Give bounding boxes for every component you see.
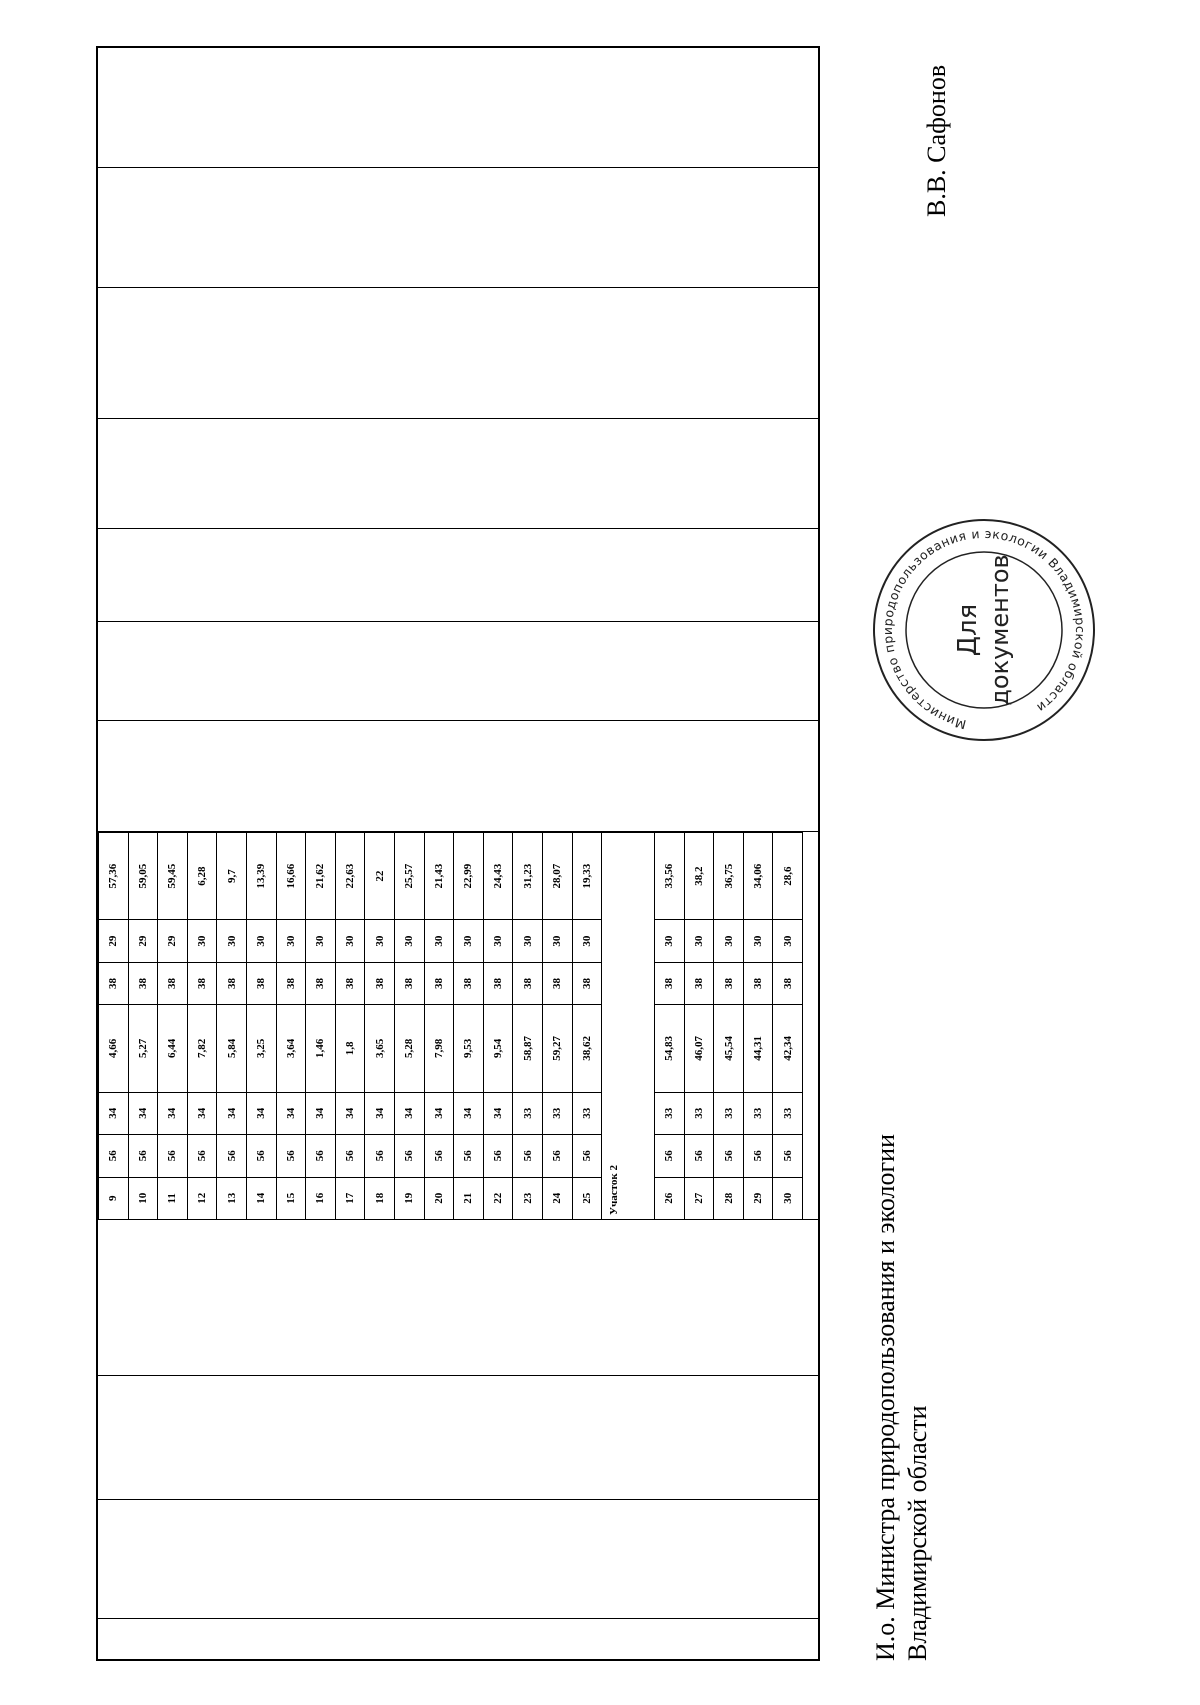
table-row xyxy=(394,833,424,1220)
table-cell: 33 xyxy=(513,1092,543,1134)
table-cell: 38,62 xyxy=(572,1005,602,1092)
column-divider xyxy=(98,167,818,168)
table-row xyxy=(773,833,803,1220)
table-cell: 38 xyxy=(773,962,803,1004)
table-cell: 34 xyxy=(335,1092,365,1134)
stamp-inner-ring xyxy=(906,552,1062,708)
table-cell: 34 xyxy=(128,1092,158,1134)
signatory-title xyxy=(870,1134,934,1661)
table-cell: 34 xyxy=(99,1092,129,1134)
table-row xyxy=(714,833,744,1220)
table-cell: 30 xyxy=(684,920,714,962)
table-cell: 38 xyxy=(276,962,306,1004)
column-divider xyxy=(98,621,818,622)
table-cell: 28 xyxy=(714,1177,744,1219)
table-cell: 30 xyxy=(394,920,424,962)
table-cell: 56 xyxy=(773,1135,803,1177)
table-cell: 56 xyxy=(655,1135,685,1177)
column-divider xyxy=(98,418,818,419)
table-row xyxy=(513,833,543,1220)
table-cell: 56 xyxy=(394,1135,424,1177)
table-cell: 30 xyxy=(773,920,803,962)
table-cell: 29 xyxy=(99,920,129,962)
table-row xyxy=(335,833,365,1220)
table-cell: 34 xyxy=(454,1092,484,1134)
table-cell: 30 xyxy=(217,920,247,962)
table-cell: 34 xyxy=(276,1092,306,1134)
table-cell: 38 xyxy=(394,962,424,1004)
table-cell: 31,23 xyxy=(513,833,543,920)
table-cell: 34 xyxy=(217,1092,247,1134)
table-cell: 38 xyxy=(684,962,714,1004)
table-cell: 4,66 xyxy=(99,1005,129,1092)
table-row xyxy=(572,833,602,1220)
table-cell: 6,44 xyxy=(158,1005,188,1092)
table-row xyxy=(655,833,685,1220)
table-cell: 22 xyxy=(365,833,395,920)
table-cell: 33 xyxy=(773,1092,803,1134)
table-cell: 9 xyxy=(99,1177,129,1219)
table-cell: 38 xyxy=(542,962,572,1004)
table-row xyxy=(246,833,276,1220)
table-cell: 56 xyxy=(128,1135,158,1177)
column-divider xyxy=(98,720,818,721)
table-cell: 1,8 xyxy=(335,1005,365,1092)
table-row xyxy=(743,833,773,1220)
table-cell: 33,56 xyxy=(655,833,685,920)
table-row xyxy=(99,833,129,1220)
table-cell: 5,28 xyxy=(394,1005,424,1092)
table-cell: 56 xyxy=(306,1135,336,1177)
table-cell: 34,06 xyxy=(743,833,773,920)
table-cell: 13 xyxy=(217,1177,247,1219)
table-cell: 38 xyxy=(217,962,247,1004)
table-cell: 5,27 xyxy=(128,1005,158,1092)
table-cell: 22,63 xyxy=(335,833,365,920)
table-cell: 38 xyxy=(99,962,129,1004)
table-cell: 38 xyxy=(365,962,395,1004)
table-cell: 38 xyxy=(128,962,158,1004)
table-cell: 1,46 xyxy=(306,1005,336,1092)
table-cell: 56 xyxy=(454,1135,484,1177)
table-frame xyxy=(96,46,820,1661)
table-cell: 30 xyxy=(246,920,276,962)
table-cell: 38 xyxy=(572,962,602,1004)
table-cell: 38 xyxy=(513,962,543,1004)
table-cell: 15 xyxy=(276,1177,306,1219)
table-cell: 34 xyxy=(424,1092,454,1134)
table-cell: 38 xyxy=(743,962,773,1004)
signatory-title-line-2: Владимирской области xyxy=(903,1405,932,1661)
table-cell: 6,28 xyxy=(187,833,217,920)
table-row xyxy=(276,833,306,1220)
table-cell: 11 xyxy=(158,1177,188,1219)
table-cell: 30 xyxy=(335,920,365,962)
stamp-outer-ring xyxy=(874,520,1094,740)
section-row xyxy=(602,833,655,1220)
table-cell: 22,99 xyxy=(454,833,484,920)
table-cell: 38 xyxy=(335,962,365,1004)
column-divider xyxy=(98,1618,818,1619)
table-cell: 56 xyxy=(743,1135,773,1177)
table-cell: 45,54 xyxy=(714,1005,744,1092)
table-cell: 56 xyxy=(365,1135,395,1177)
table-cell: 56 xyxy=(513,1135,543,1177)
table-cell: 19,33 xyxy=(572,833,602,920)
table-cell: 19 xyxy=(394,1177,424,1219)
table-cell: 16,66 xyxy=(276,833,306,920)
table-cell: 56 xyxy=(684,1135,714,1177)
table-cell: 25,57 xyxy=(394,833,424,920)
table-cell: 34 xyxy=(394,1092,424,1134)
table-cell: 26 xyxy=(655,1177,685,1219)
table-cell: 56 xyxy=(99,1135,129,1177)
table-row xyxy=(217,833,247,1220)
table-cell: 33 xyxy=(655,1092,685,1134)
stamp-center-line-2: документов xyxy=(986,554,1014,706)
table-cell: 33 xyxy=(684,1092,714,1134)
table-cell: 29 xyxy=(158,920,188,962)
table-cell: 24 xyxy=(542,1177,572,1219)
table-cell: 3,64 xyxy=(276,1005,306,1092)
table-cell: 30 xyxy=(187,920,217,962)
table-cell: 56 xyxy=(483,1135,513,1177)
table-cell: 21,43 xyxy=(424,833,454,920)
stamp-center-line-1: Для xyxy=(953,603,983,657)
official-stamp xyxy=(870,516,1098,744)
table-row xyxy=(187,833,217,1220)
column-divider xyxy=(98,287,818,288)
table-cell: 28,07 xyxy=(542,833,572,920)
table-row xyxy=(454,833,484,1220)
table-cell: 56 xyxy=(158,1135,188,1177)
table-cell: 29 xyxy=(128,920,158,962)
signatory-title-line-1: И.о. Министра природопользования и экологии xyxy=(871,1134,900,1661)
table-cell: 56 xyxy=(246,1135,276,1177)
table-cell: 30 xyxy=(773,1177,803,1219)
table-cell: 33 xyxy=(714,1092,744,1134)
table-row xyxy=(684,833,714,1220)
table-row xyxy=(128,833,158,1220)
table-cell: 38 xyxy=(714,962,744,1004)
table-cell: 46,07 xyxy=(684,1005,714,1092)
table-cell: 30 xyxy=(306,920,336,962)
table-cell: 30 xyxy=(513,920,543,962)
table-cell: 22 xyxy=(483,1177,513,1219)
table-cell: 27 xyxy=(684,1177,714,1219)
table-cell: 9,7 xyxy=(217,833,247,920)
table-row xyxy=(424,833,454,1220)
table-row xyxy=(306,833,336,1220)
table-cell: 59,27 xyxy=(542,1005,572,1092)
column-divider xyxy=(98,528,818,529)
table-cell: 30 xyxy=(743,920,773,962)
table-cell: 34 xyxy=(187,1092,217,1134)
table-cell: 28,6 xyxy=(773,833,803,920)
stamp-ring-text: Министерство природопользования и экологии Владимирской области xyxy=(879,525,1089,733)
table-cell: 59,05 xyxy=(128,833,158,920)
table-cell: 38 xyxy=(655,962,685,1004)
table-cell: 34 xyxy=(365,1092,395,1134)
table-cell: 30 xyxy=(454,920,484,962)
table-cell: 10 xyxy=(128,1177,158,1219)
signatory-name: В.В. Сафонов xyxy=(922,64,951,217)
table-cell: 34 xyxy=(483,1092,513,1134)
table-row xyxy=(542,833,572,1220)
table-cell: 34 xyxy=(306,1092,336,1134)
table-cell: 54,83 xyxy=(655,1005,685,1092)
table-cell: 30 xyxy=(542,920,572,962)
table-cell: 25 xyxy=(572,1177,602,1219)
table-row xyxy=(483,833,513,1220)
table-cell: 34 xyxy=(158,1092,188,1134)
table-cell: 44,31 xyxy=(743,1005,773,1092)
column-divider xyxy=(98,1499,818,1500)
table-cell: 38 xyxy=(187,962,217,1004)
table-cell: 42,34 xyxy=(773,1005,803,1092)
table-cell: 57,36 xyxy=(99,833,129,920)
table-cell: 7,82 xyxy=(187,1005,217,1092)
table-cell: 30 xyxy=(572,920,602,962)
table-cell: 23 xyxy=(513,1177,543,1219)
table-cell: 9,54 xyxy=(483,1005,513,1092)
table-cell: 3,25 xyxy=(246,1005,276,1092)
table-cell: 33 xyxy=(743,1092,773,1134)
table-cell: 56 xyxy=(217,1135,247,1177)
table-cell: 21,62 xyxy=(306,833,336,920)
table-cell: 5,84 xyxy=(217,1005,247,1092)
table-cell: 56 xyxy=(542,1135,572,1177)
table-cell: 9,53 xyxy=(454,1005,484,1092)
table-cell: 56 xyxy=(424,1135,454,1177)
table-cell: 38 xyxy=(483,962,513,1004)
table-cell: 17 xyxy=(335,1177,365,1219)
table-row xyxy=(158,833,188,1220)
table-cell: 34 xyxy=(246,1092,276,1134)
table-cell: 38 xyxy=(454,962,484,1004)
table-cell: 18 xyxy=(365,1177,395,1219)
table-cell: 12 xyxy=(187,1177,217,1219)
table-cell: 38 xyxy=(158,962,188,1004)
table-cell: 58,87 xyxy=(513,1005,543,1092)
table-cell: 56 xyxy=(335,1135,365,1177)
table-cell: 33 xyxy=(542,1092,572,1134)
table-cell: 30 xyxy=(365,920,395,962)
column-divider xyxy=(98,1375,818,1376)
table-cell: 38 xyxy=(246,962,276,1004)
table-cell: 30 xyxy=(276,920,306,962)
table-cell: 56 xyxy=(714,1135,744,1177)
table-cell: 56 xyxy=(572,1135,602,1177)
table-cell: 30 xyxy=(483,920,513,962)
table-cell: 59,45 xyxy=(158,833,188,920)
table-cell: 7,98 xyxy=(424,1005,454,1092)
table-cell: 56 xyxy=(187,1135,217,1177)
table-cell: 56 xyxy=(276,1135,306,1177)
table-cell: 30 xyxy=(424,920,454,962)
table-cell: 38 xyxy=(424,962,454,1004)
table-cell: 29 xyxy=(743,1177,773,1219)
table-cell: 24,43 xyxy=(483,833,513,920)
table-cell: 33 xyxy=(572,1092,602,1134)
table-cell: 13,39 xyxy=(246,833,276,920)
table-cell: 36,75 xyxy=(714,833,744,920)
section-label: Участок 2 xyxy=(602,833,655,1220)
table-cell: 3,65 xyxy=(365,1005,395,1092)
coordinates-table xyxy=(98,832,803,1220)
table-cell: 16 xyxy=(306,1177,336,1219)
table-cell: 38,2 xyxy=(684,833,714,920)
table-cell: 30 xyxy=(655,920,685,962)
table-row xyxy=(365,833,395,1220)
table-cell: 21 xyxy=(454,1177,484,1219)
table-cell: 14 xyxy=(246,1177,276,1219)
table-cell: 20 xyxy=(424,1177,454,1219)
table-cell: 38 xyxy=(306,962,336,1004)
table-cell: 30 xyxy=(714,920,744,962)
